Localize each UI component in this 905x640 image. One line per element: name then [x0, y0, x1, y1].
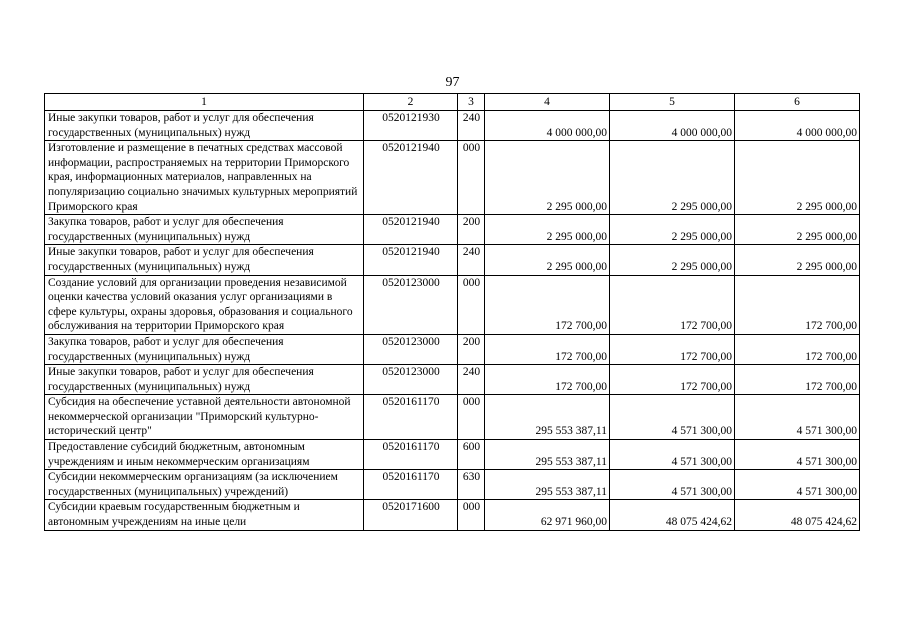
table-row: [45, 470, 860, 500]
table-row: [45, 275, 860, 334]
row-value-5: 4 000 000,00: [610, 111, 735, 141]
row-name: Закупка товаров, работ и услуг для обеспечения государственных (муниципальных) нужд: [45, 334, 364, 364]
row-value-5: 2 295 000,00: [610, 215, 735, 245]
row-value-6: 4 571 300,00: [735, 395, 860, 440]
row-type: 000: [458, 141, 485, 215]
row-value-4: 62 971 960,00: [485, 500, 610, 530]
row-name: Субсидия на обеспечение уставной деятельности автономной некоммерческой организации "Приморский культурно-исторический центр": [45, 395, 364, 440]
header-col-1: 1: [45, 94, 364, 111]
row-value-5: 172 700,00: [610, 365, 735, 395]
row-value-5: 2 295 000,00: [610, 141, 735, 215]
row-code: 0520121940: [364, 141, 458, 215]
row-value-4: 4 000 000,00: [485, 111, 610, 141]
row-value-5: 4 571 300,00: [610, 395, 735, 440]
row-value-4: 172 700,00: [485, 334, 610, 364]
row-type: 000: [458, 275, 485, 334]
row-code: 0520123000: [364, 275, 458, 334]
header-col-2: 2: [364, 94, 458, 111]
row-value-5: 4 571 300,00: [610, 470, 735, 500]
header-col-5: 5: [610, 94, 735, 111]
table-row: [45, 245, 860, 275]
row-value-4: 2 295 000,00: [485, 245, 610, 275]
row-name: Иные закупки товаров, работ и услуг для обеспечения государственных (муниципальных) нужд: [45, 365, 364, 395]
row-name: Предоставление субсидий бюджетным, автономным учреждениям и иным некоммерческим организациям: [45, 440, 364, 470]
row-type: 240: [458, 245, 485, 275]
row-value-4: 295 553 387,11: [485, 470, 610, 500]
row-code: 0520121940: [364, 215, 458, 245]
table-row: [45, 334, 860, 364]
row-value-4: 172 700,00: [485, 365, 610, 395]
row-value-6: 2 295 000,00: [735, 141, 860, 215]
table-row: [45, 395, 860, 440]
row-name: Изготовление и размещение в печатных средствах массовой информации, распространяемых на территории Приморского края, информационных материалов, направленных на популяризацию социально значимых культурных мероприятий Приморского края: [45, 141, 364, 215]
row-value-5: 172 700,00: [610, 275, 735, 334]
row-value-6: 172 700,00: [735, 334, 860, 364]
row-value-6: 4 571 300,00: [735, 440, 860, 470]
page-number: 97: [445, 75, 460, 90]
row-name: Создание условий для организации проведения независимой оценки качества условий оказания услуг организациями в сфере культуры, охраны здоровья, образования и социального обслуживания на территории Приморского края: [45, 275, 364, 334]
row-value-5: 48 075 424,62: [610, 500, 735, 530]
row-name: Иные закупки товаров, работ и услуг для обеспечения государственных (муниципальных) нужд: [45, 245, 364, 275]
row-value-5: 172 700,00: [610, 334, 735, 364]
row-name: Закупка товаров, работ и услуг для обеспечения государственных (муниципальных) нужд: [45, 215, 364, 245]
header-col-6: 6: [735, 94, 860, 111]
row-code: 0520161170: [364, 440, 458, 470]
row-code: 0520121940: [364, 245, 458, 275]
header-row: [45, 94, 860, 111]
header-col-3: 3: [458, 94, 485, 111]
row-value-4: 172 700,00: [485, 275, 610, 334]
row-value-6: 4 571 300,00: [735, 470, 860, 500]
row-code: 0520161170: [364, 395, 458, 440]
table-row: [45, 500, 860, 530]
table-row: [45, 111, 860, 141]
budget-table: [44, 93, 860, 531]
row-value-6: 172 700,00: [735, 275, 860, 334]
row-value-6: 2 295 000,00: [735, 215, 860, 245]
row-code: 0520123000: [364, 365, 458, 395]
row-code: 0520123000: [364, 334, 458, 364]
row-type: 200: [458, 215, 485, 245]
row-code: 0520171600: [364, 500, 458, 530]
row-code: 0520161170: [364, 470, 458, 500]
row-type: 600: [458, 440, 485, 470]
table-row: [45, 365, 860, 395]
table-row: [45, 215, 860, 245]
row-type: 200: [458, 334, 485, 364]
row-value-5: 2 295 000,00: [610, 245, 735, 275]
row-name: Иные закупки товаров, работ и услуг для обеспечения государственных (муниципальных) нужд: [45, 111, 364, 141]
row-value-4: 295 553 387,11: [485, 395, 610, 440]
row-value-6: 48 075 424,62: [735, 500, 860, 530]
row-name: Субсидии некоммерческим организациям (за исключением государственных (муниципальных) учреждений): [45, 470, 364, 500]
row-type: 240: [458, 111, 485, 141]
row-value-4: 2 295 000,00: [485, 141, 610, 215]
row-code: 0520121930: [364, 111, 458, 141]
row-value-4: 295 553 387,11: [485, 440, 610, 470]
row-value-6: 2 295 000,00: [735, 245, 860, 275]
row-type: 000: [458, 500, 485, 530]
row-type: 000: [458, 395, 485, 440]
row-type: 240: [458, 365, 485, 395]
row-value-4: 2 295 000,00: [485, 215, 610, 245]
row-value-6: 172 700,00: [735, 365, 860, 395]
row-value-5: 4 571 300,00: [610, 440, 735, 470]
row-value-6: 4 000 000,00: [735, 111, 860, 141]
table-row: [45, 440, 860, 470]
row-type: 630: [458, 470, 485, 500]
header-col-4: 4: [485, 94, 610, 111]
row-name: Субсидии краевым государственным бюджетным и автономным учреждениям на иные цели: [45, 500, 364, 530]
table-row: [45, 141, 860, 215]
